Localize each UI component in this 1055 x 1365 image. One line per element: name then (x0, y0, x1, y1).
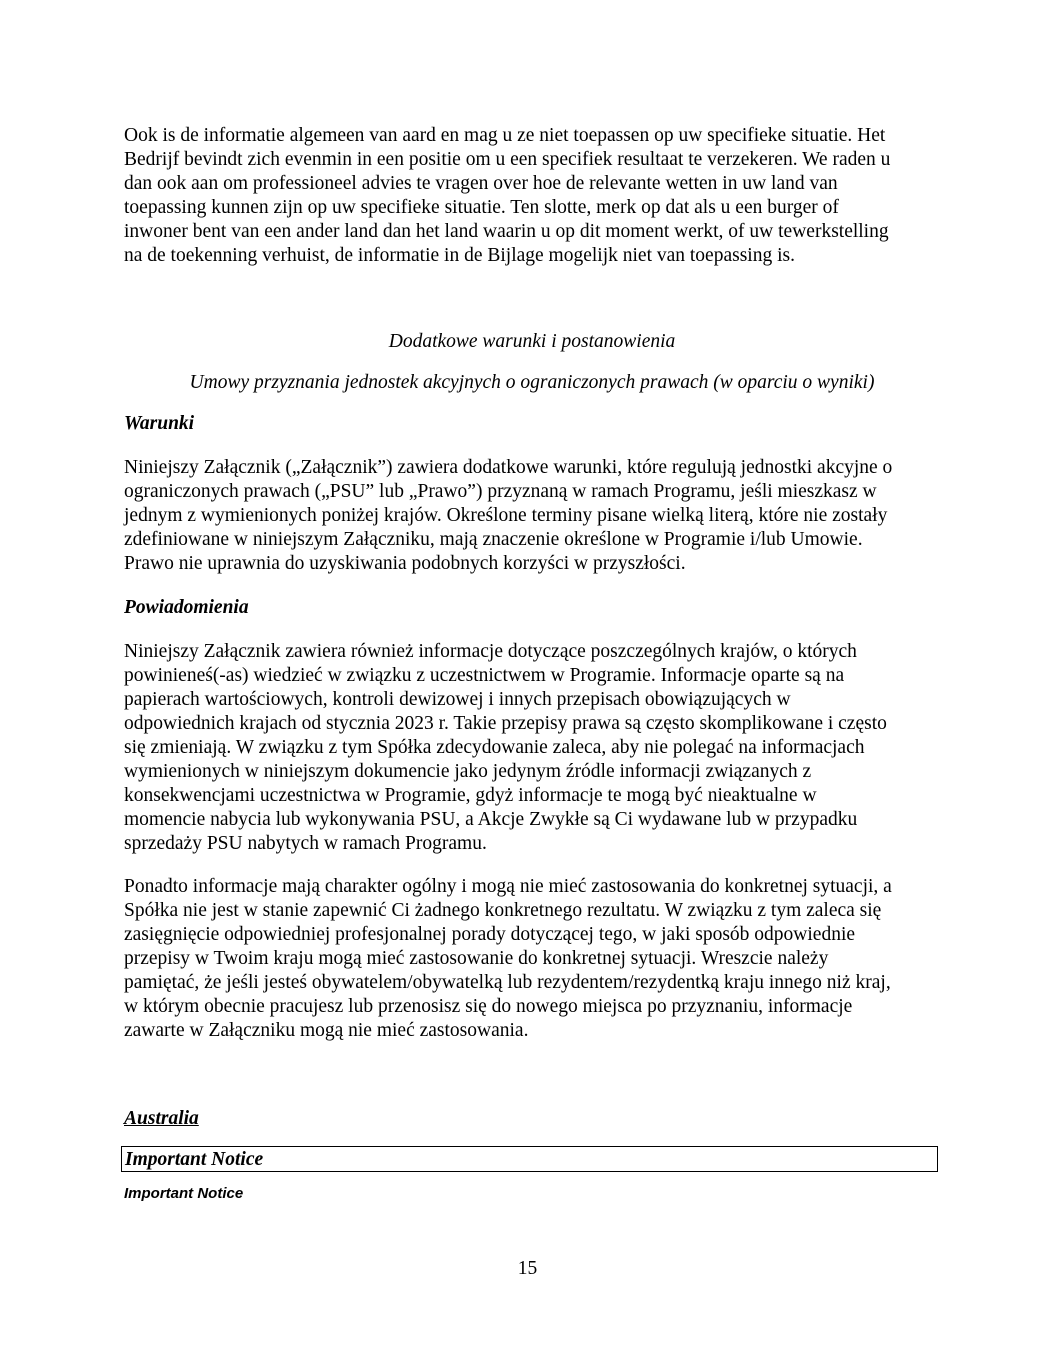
text-line: Bedrijf bevindt zich evenmin in een positie om u een specifiek resultaat te verzekeren. We raden u (124, 149, 891, 170)
text-line: powinieneś(-as) wiedzieć w związku z uczestnictwem w Programie. Informacje oparte są na (124, 665, 845, 686)
text-line: inwoner bent van een ander land dan het land waarin u op dit moment werkt, of uw tewerkstelling (124, 221, 889, 242)
text-line: Niniejszy Załącznik („Załącznik”) zawiera dodatkowe warunki, które regulują jednostki akcyjne o (124, 457, 893, 478)
important-notice-label: Important Notice (124, 1185, 244, 1202)
text-line: konsekwencjami uczestnictwa w Programie, gdyż informacje te mogą być nieaktualne w (124, 785, 817, 806)
notices-heading: Powiadomienia (124, 597, 249, 618)
text-line: zawarte w Załączniku mogą nie mieć zastosowania. (124, 1020, 529, 1041)
text-line: zasięgnięcie odpowiedniej profesjonalnej porady dotyczącej tego, w jaki sposób odpowiednie (124, 924, 856, 945)
text-line: ograniczonych prawach („PSU” lub „Prawo”) przyznaną w ramach Programu, jeśli mieszkasz w (124, 481, 877, 502)
text-line: dan ook aan om professioneel advies te vragen over hoe de relevante wetten in uw land van (124, 173, 838, 194)
important-notice-box (121, 1146, 938, 1172)
country-heading-australia: Australia (124, 1108, 199, 1129)
important-notice-box-label: Important Notice (125, 1149, 264, 1170)
text-line: sprzedaży PSU nabytych w ramach Programu. (124, 833, 487, 854)
notices-paragraph-2 (124, 875, 940, 1043)
text-line: w którym obecnie pracujesz lub przenosisz się do nowego miejsca po przyznaniu, informacje (124, 996, 853, 1017)
terms-heading: Warunki (124, 413, 195, 434)
notices-paragraph-1 (124, 640, 940, 856)
text-line: na de toekenning verhuist, de informatie in de Bijlage mogelijk niet van toepassing is. (124, 245, 795, 266)
document-title: Dodatkowe warunki i postanowienia (388, 331, 676, 352)
page-number: 15 (517, 1258, 538, 1279)
text-line: się zmieniają. W związku z tym Spółka zdecydowanie zaleca, aby nie polegać na informacjach (124, 737, 865, 758)
text-line: toepassing kunnen zijn op uw specifieke situatie. Ten slotte, merk op dat als u een burger of (124, 197, 839, 218)
terms-paragraph (124, 456, 940, 576)
text-line: Spółka nie jest w stanie zapewnić Ci żadnego konkretnego rezultatu. W związku z tym zaleca się (124, 900, 882, 921)
text-line: jednym z wymienionych poniżej krajów. Określone terminy pisane wielką literą, które nie zostały (124, 505, 888, 526)
text-line: pamiętać, że jeśli jesteś obywatelem/obywatelką lub rezydentem/rezydentką kraju innego niż kraj, (124, 972, 891, 993)
document-subtitle: Umowy przyznania jednostek akcyjnych o ograniczonych prawach (w oparciu o wyniki) (189, 372, 875, 393)
text-line: przepisy w Twoim kraju mogą mieć zastosowanie do konkretnej sytuacji. Wreszcie należy (124, 948, 829, 969)
text-line: zdefiniowane w niniejszym Załączniku, mają znaczenie określone w Programie i/lub Umowie. (124, 529, 863, 550)
dutch-paragraph (124, 124, 940, 268)
text-line: wymienionych w niniejszym dokumencie jako jedynym źródle informacji związanych z (124, 761, 812, 782)
text-line: Niniejszy Załącznik zawiera również informacje dotyczące poszczególnych krajów, o których (124, 641, 857, 662)
text-line: Ponadto informacje mają charakter ogólny i mogą nie mieć zastosowania do konkretnej sytuacji, a (124, 876, 892, 897)
text-line: momencie nabycia lub wykonywania PSU, a Akcje Zwykłe są Ci wydawane lub w przypadku (124, 809, 858, 830)
text-line: papierach wartościowych, kontroli dewizowej i innych przepisach obowiązujących w (124, 689, 791, 710)
text-line: Prawo nie uprawnia do uzyskiwania podobnych korzyści w przyszłości. (124, 553, 686, 574)
text-line: odpowiednich krajach od stycznia 2023 r. Takie przepisy prawa są często skomplikowane i często (124, 713, 887, 734)
text-line: Ook is de informatie algemeen van aard en mag u ze niet toepassen op uw specifieke situatie. Het (124, 125, 886, 146)
